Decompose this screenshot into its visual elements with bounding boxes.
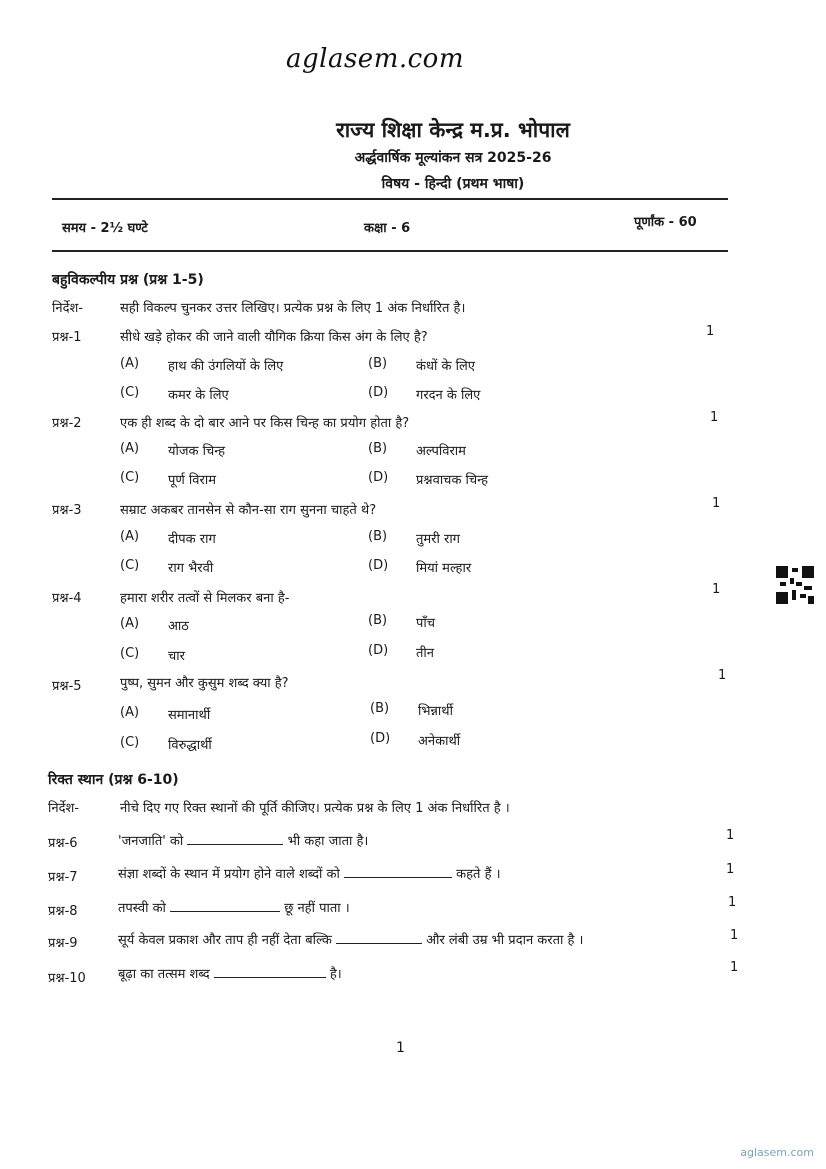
option-key: (A) (120, 441, 140, 456)
question-mark: 1 (710, 410, 719, 425)
option-text: राग भैरवी (168, 561, 214, 576)
option-text: मियां मल्हार (416, 561, 472, 576)
section2-heading: रिक्त स्थान (प्रश्न 6-10) (48, 772, 179, 788)
question-label: प्रश्न-1 (52, 330, 82, 345)
section1-heading: बहुविकल्पीय प्रश्न (प्रश्न 1-5) (52, 272, 204, 288)
header-rule-top (52, 198, 728, 200)
qr-code (776, 566, 814, 604)
exam-time: समय - 2½ घण्टे (62, 221, 148, 236)
option-text: प्रश्नवाचक चिन्ह (416, 473, 488, 488)
option-key: (B) (370, 701, 390, 716)
option-text: पूर्ण विराम (168, 473, 216, 488)
footer-watermark: aglasem.com (740, 1146, 814, 1159)
sentence-end: भी कहा जाता है। (287, 834, 369, 849)
sentence-end: और लंबी उम्र भी प्रदान करता है । (426, 933, 584, 948)
question-mark: 1 (730, 960, 739, 975)
question-text: सम्राट अकबर तानसेन से कौन-सा राग सुनना चाहते थे? (120, 503, 377, 518)
option-text: दीपक राग (168, 532, 216, 547)
option-key: (C) (120, 735, 140, 750)
sentence-start: सूर्य केवल प्रकाश और ताप ही नहीं देता बल्कि (118, 933, 332, 948)
option-key: (C) (120, 646, 140, 661)
option-key: (A) (120, 529, 140, 544)
option-text: आठ (168, 619, 189, 634)
option-key: (C) (120, 385, 140, 400)
option-text: भिन्नार्थी (418, 704, 453, 719)
option-text: योजक चिन्ह (168, 444, 226, 459)
question-label: प्रश्न-5 (52, 679, 82, 694)
answer-blank (344, 865, 452, 878)
sentence-end: छू नहीं पाता । (284, 901, 350, 916)
option-key: (B) (368, 441, 388, 456)
question-text: सीधे खड़े होकर की जाने वाली यौगिक क्रिया किस अंग के लिए है? (120, 330, 428, 345)
question-label: प्रश्न-6 (48, 836, 78, 851)
fill-blank-sentence (118, 898, 350, 916)
option-key: (A) (120, 616, 140, 631)
option-key: (C) (120, 558, 140, 573)
exam-class: कक्षा - 6 (364, 221, 411, 236)
option-text: समानार्थी (168, 708, 211, 723)
question-text: हमारा शरीर तत्वों से मिलकर बना है- (120, 591, 290, 606)
question-text: पुष्प, सुमन और कुसुम शब्द क्या है? (120, 676, 289, 691)
max-marks: पूर्णांक - 60 (634, 215, 697, 230)
sentence-start: तपस्वी को (118, 901, 166, 916)
option-text: हाथ की उंगलियों के लिए (168, 359, 284, 374)
option-text: तीन (416, 646, 434, 661)
question-mark: 1 (728, 895, 737, 910)
answer-blank (214, 965, 326, 978)
option-text: पाँच (416, 616, 436, 631)
question-mark: 1 (730, 928, 739, 943)
question-label: प्रश्न-9 (48, 936, 78, 951)
option-text: कमर के लिए (168, 388, 229, 403)
question-label: प्रश्न-4 (52, 591, 82, 606)
section1-instruction: सही विकल्प चुनकर उत्तर लिखिए। प्रत्येक प्रश्न के लिए 1 अंक निर्धारित है। (120, 301, 466, 316)
question-mark: 1 (706, 324, 715, 339)
sentence-end: कहते हैं । (456, 867, 501, 882)
subject-line: विषय - हिन्दी (प्रथम भाषा) (381, 176, 525, 192)
board-title: राज्य शिक्षा केन्द्र म.प्र. भोपाल (336, 118, 570, 142)
option-key: (B) (368, 356, 388, 371)
section2-instruction: नीचे दिए गए रिक्त स्थानों की पूर्ति कीजिए। प्रत्येक प्रश्न के लिए 1 अंक निर्धारित है । (120, 801, 510, 816)
sentence-end: है। (329, 967, 342, 982)
sentence-start: बूढ़ा का तत्सम शब्द (118, 967, 210, 982)
option-key: (D) (368, 470, 389, 485)
question-label: प्रश्न-8 (48, 904, 78, 919)
option-key: (D) (368, 385, 389, 400)
option-text: कंधों के लिए (416, 359, 475, 374)
section1-instruction-label: निर्देश- (52, 301, 84, 316)
sentence-start: संज्ञा शब्दों के स्थान में प्रयोग होने वाले शब्दों को (118, 867, 340, 882)
option-key: (D) (370, 731, 391, 746)
option-text: अल्पविराम (416, 444, 466, 459)
answer-blank (336, 931, 422, 944)
fill-blank-sentence (118, 831, 368, 849)
question-mark: 1 (726, 828, 735, 843)
site-watermark: aglasem.com (286, 44, 464, 74)
question-text: एक ही शब्द के दो बार आने पर किस चिन्ह का प्रयोग होता है? (120, 416, 410, 431)
header-rule-bottom (52, 250, 728, 252)
section2-instruction-label: निर्देश- (48, 801, 80, 816)
fill-blank-sentence (118, 864, 501, 882)
sentence-start: 'जनजाति' को (118, 834, 184, 849)
option-key: (A) (120, 705, 140, 720)
question-mark: 1 (712, 582, 721, 597)
option-key: (D) (368, 558, 389, 573)
question-label: प्रश्न-3 (52, 503, 82, 518)
question-mark: 1 (712, 496, 721, 511)
option-text: गरदन के लिए (416, 388, 481, 403)
option-key: (D) (368, 643, 389, 658)
option-text: अनेकार्थी (418, 734, 461, 749)
question-label: प्रश्न-2 (52, 416, 82, 431)
exam-session: अर्द्धवार्षिक मूल्यांकन सत्र 2025-26 (354, 150, 552, 166)
answer-blank (187, 832, 283, 845)
fill-blank-sentence (118, 930, 583, 948)
option-key: (C) (120, 470, 140, 485)
option-key: (A) (120, 356, 140, 371)
page-number: 1 (396, 1040, 405, 1056)
option-text: चार (168, 649, 185, 664)
question-label: प्रश्न-10 (48, 971, 86, 986)
option-text: तुमरी राग (416, 532, 461, 547)
question-label: प्रश्न-7 (48, 870, 78, 885)
option-text: विरुद्धार्थी (168, 738, 212, 753)
option-key: (B) (368, 613, 388, 628)
question-mark: 1 (726, 862, 735, 877)
option-key: (B) (368, 529, 388, 544)
answer-blank (170, 899, 280, 912)
question-mark: 1 (718, 668, 727, 683)
fill-blank-sentence (118, 964, 342, 982)
